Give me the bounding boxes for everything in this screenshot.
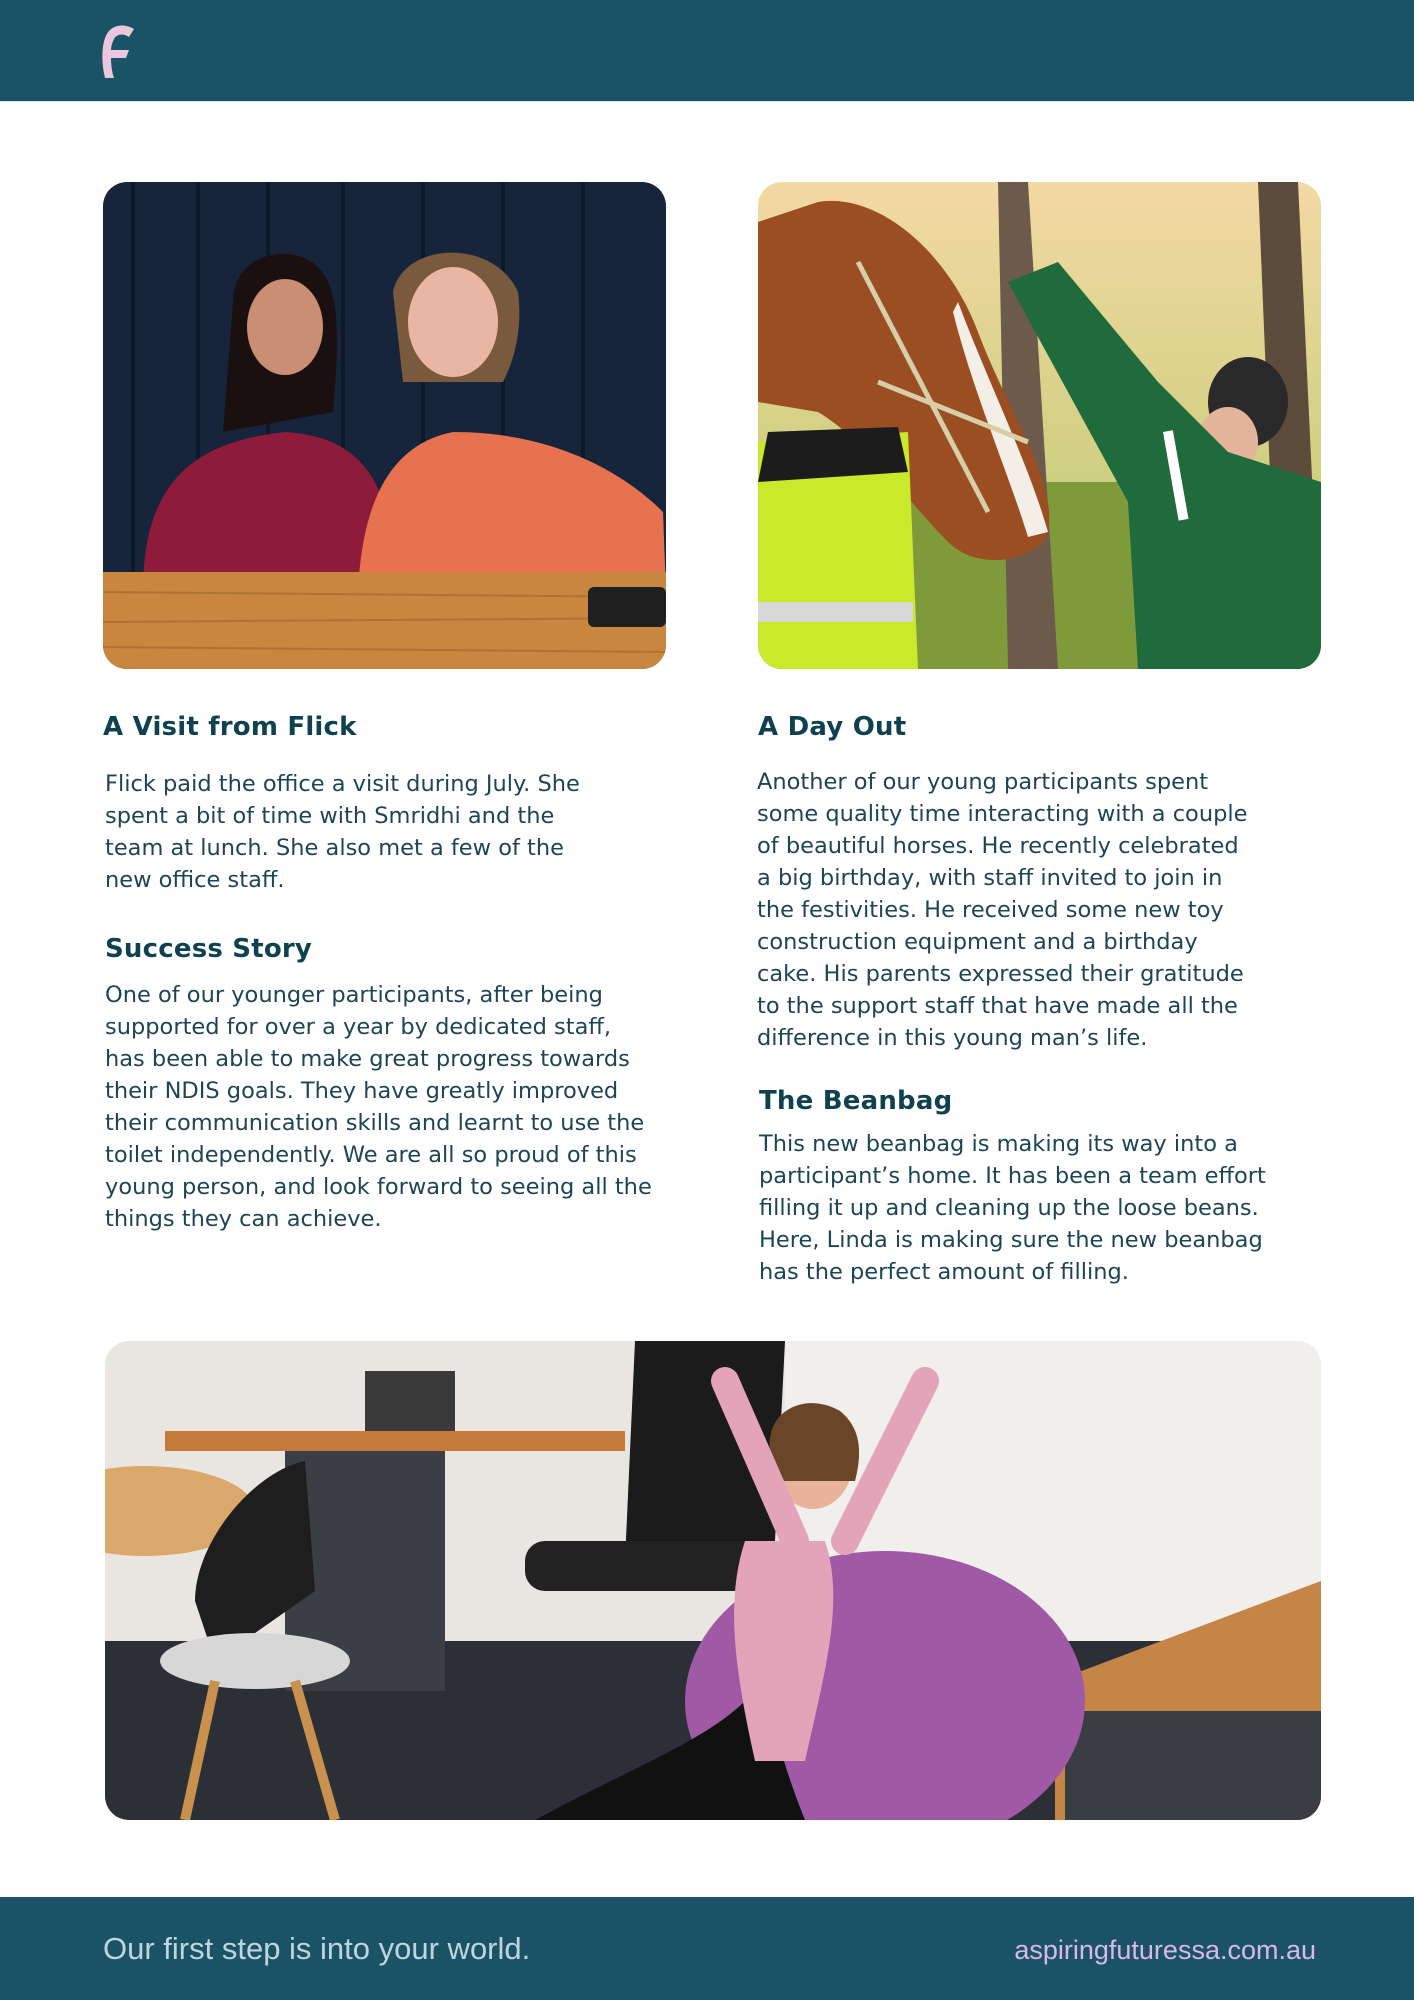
paragraph-day-out: Another of our young participants spent some quality time interacting with a couple of beautiful horses. He recently celebrated a big birthday, with staff invited to join in the festivities. He received some new toy construction equipment and a birthday cake. His parents expressed their gratitude to the support staff that have made all the difference in this young man’s life. [757,769,1248,1051]
paragraph-success-story: One of our younger participants, after being supported for over a year by dedicated staff, has been able to make great progress towards their NDIS goals. They have greatly improved their communication skills and learnt to use the toilet independently. We are all so proud of this young person, and look forward to seeing all the things they can achieve. [105,982,652,1232]
heading-day-out: A Day Out [758,712,907,742]
flick-f-logo-icon [96,22,136,80]
photo-day-out-horse [758,182,1321,669]
heading-success-story: Success Story [105,934,313,964]
footer-website-link[interactable]: aspiringfuturessa.com.au [1014,1935,1316,1965]
paragraph-visit-from-flick: Flick paid the office a visit during July. She spent a bit of time with Smridhi and the team at lunch. She also met a few of the new office staff. [105,771,580,893]
heading-visit-from-flick: A Visit from Flick [103,712,357,742]
photo-visit-from-flick [103,182,666,669]
heading-beanbag: The Beanbag [759,1086,953,1116]
header-bar [0,0,1414,102]
footer-tagline: Our first step is into your world. [103,1931,531,1966]
photo-beanbag-office [105,1341,1321,1820]
paragraph-beanbag: This new beanbag is making its way into a participant’s home. It has been a team effort filling it up and cleaning up the loose beans. Here, Linda is making sure the new beanbag has the perfect amount of filling. [759,1131,1266,1285]
footer-bar [0,1897,1414,2000]
